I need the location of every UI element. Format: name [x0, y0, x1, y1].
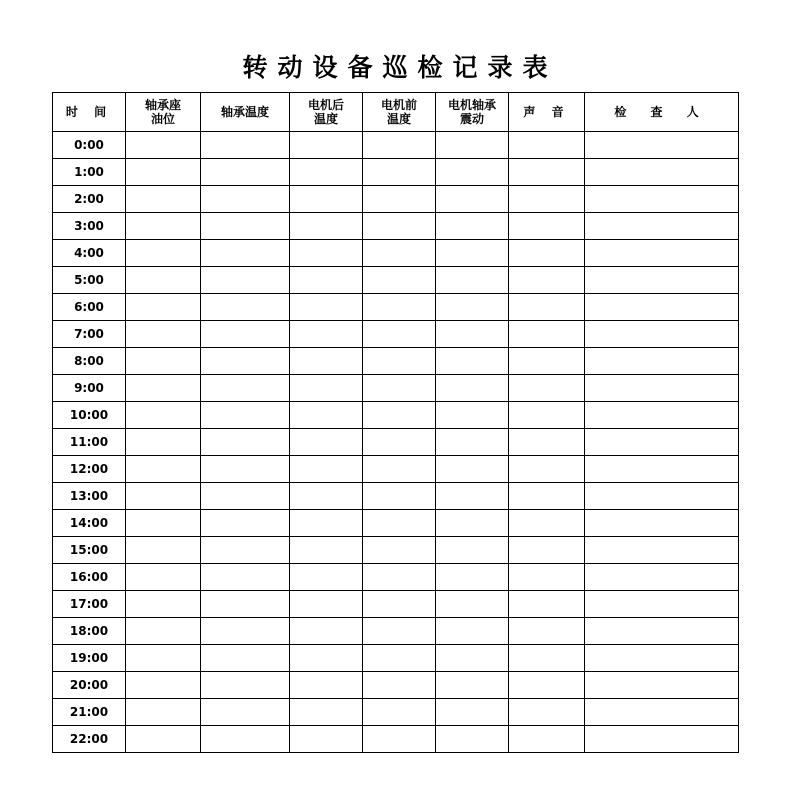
sound-cell[interactable]: [509, 186, 585, 213]
motor-rear-temperature-cell[interactable]: [290, 645, 363, 672]
bearing-oil-level-cell[interactable]: [126, 645, 201, 672]
bearing-temperature-cell[interactable]: [201, 618, 290, 645]
bearing-temperature-cell[interactable]: [201, 483, 290, 510]
motor-rear-temperature-cell[interactable]: [290, 186, 363, 213]
motor-rear-temperature-cell[interactable]: [290, 213, 363, 240]
bearing-temperature-cell[interactable]: [201, 240, 290, 267]
bearing-oil-level-cell[interactable]: [126, 429, 201, 456]
motor-front-temperature-cell[interactable]: [363, 186, 436, 213]
bearing-temperature-cell[interactable]: [201, 213, 290, 240]
bearing-oil-level-cell[interactable]: [126, 375, 201, 402]
table-row: [53, 348, 739, 375]
bearing-temperature-cell[interactable]: [201, 132, 290, 159]
time-cell: 1:00: [53, 159, 126, 186]
bearing-temperature-cell[interactable]: [201, 375, 290, 402]
bearing-oil-level-cell[interactable]: [126, 132, 201, 159]
header-sound-line1: 声 音: [523, 105, 570, 119]
table-row: [53, 510, 739, 537]
sound-cell[interactable]: [509, 240, 585, 267]
motor-bearing-vibration-cell[interactable]: [436, 267, 509, 294]
time-cell: 2:00: [53, 186, 126, 213]
time-cell: 5:00: [53, 267, 126, 294]
bearing-temperature-cell[interactable]: [201, 294, 290, 321]
bearing-oil-level-cell[interactable]: [126, 672, 201, 699]
bearing-temperature-cell[interactable]: [201, 186, 290, 213]
time-cell: 15:00: [53, 537, 126, 564]
motor-bearing-vibration-cell[interactable]: [436, 645, 509, 672]
time-cell: 13:00: [53, 483, 126, 510]
motor-rear-temperature-cell[interactable]: [290, 267, 363, 294]
motor-bearing-vibration-cell[interactable]: [436, 402, 509, 429]
time-cell: 11:00: [53, 429, 126, 456]
bearing-temperature-cell[interactable]: [201, 510, 290, 537]
bearing-oil-level-cell[interactable]: [126, 591, 201, 618]
inspector-cell[interactable]: [585, 375, 739, 402]
sound-cell[interactable]: [509, 726, 585, 753]
time-cell: 12:00: [53, 456, 126, 483]
motor-bearing-vibration-cell[interactable]: [436, 510, 509, 537]
motor-bearing-vibration-cell[interactable]: [436, 348, 509, 375]
inspector-cell[interactable]: [585, 348, 739, 375]
motor-front-temperature-cell[interactable]: [363, 456, 436, 483]
header-inspector-line1: 检 查 人: [614, 105, 709, 119]
table-row: [53, 375, 739, 402]
motor-rear-temperature-cell[interactable]: [290, 537, 363, 564]
time-cell: 10:00: [53, 402, 126, 429]
header-time-line1: 时 间: [65, 105, 113, 119]
motor-bearing-vibration-cell[interactable]: [436, 240, 509, 267]
table-row: [53, 267, 739, 294]
sound-cell[interactable]: [509, 672, 585, 699]
bearing-oil-level-cell[interactable]: [126, 483, 201, 510]
header-bearing-oil-level-line2: 油位: [150, 112, 175, 126]
motor-front-temperature-cell[interactable]: [363, 159, 436, 186]
sound-cell[interactable]: [509, 213, 585, 240]
time-cell: 16:00: [53, 564, 126, 591]
time-cell: 19:00: [53, 645, 126, 672]
inspector-cell[interactable]: [585, 726, 739, 753]
motor-front-temperature-cell[interactable]: [363, 267, 436, 294]
motor-front-temperature-cell[interactable]: [363, 537, 436, 564]
sound-cell[interactable]: [509, 267, 585, 294]
bearing-temperature-cell[interactable]: [201, 159, 290, 186]
bearing-temperature-cell[interactable]: [201, 402, 290, 429]
page-title: 转动设备巡检记录表: [242, 53, 558, 82]
bearing-oil-level-cell[interactable]: [126, 564, 201, 591]
sound-cell[interactable]: [509, 348, 585, 375]
motor-front-temperature-cell[interactable]: [363, 618, 436, 645]
table-body: [53, 132, 739, 753]
header-bearing-oil-level: [126, 93, 201, 132]
inspector-cell[interactable]: [585, 429, 739, 456]
motor-rear-temperature-cell[interactable]: [290, 240, 363, 267]
motor-front-temperature-cell[interactable]: [363, 240, 436, 267]
time-cell: 20:00: [53, 672, 126, 699]
sound-cell[interactable]: [509, 294, 585, 321]
header-sound: [509, 93, 585, 132]
bearing-oil-level-cell[interactable]: [126, 159, 201, 186]
inspector-cell[interactable]: [585, 321, 739, 348]
table-row: [53, 645, 739, 672]
motor-rear-temperature-cell[interactable]: [290, 591, 363, 618]
motor-bearing-vibration-cell[interactable]: [436, 159, 509, 186]
header-motor-rear-temperature: [290, 93, 363, 132]
time-cell: 18:00: [53, 618, 126, 645]
motor-rear-temperature-cell[interactable]: [290, 618, 363, 645]
table-row: [53, 672, 739, 699]
bearing-temperature-cell[interactable]: [201, 726, 290, 753]
bearing-oil-level-cell[interactable]: [126, 294, 201, 321]
inspector-cell[interactable]: [585, 699, 739, 726]
sound-cell[interactable]: [509, 537, 585, 564]
motor-front-temperature-cell[interactable]: [363, 726, 436, 753]
motor-rear-temperature-cell[interactable]: [290, 564, 363, 591]
bearing-temperature-cell[interactable]: [201, 267, 290, 294]
motor-bearing-vibration-cell[interactable]: [436, 186, 509, 213]
sound-cell[interactable]: [509, 402, 585, 429]
motor-bearing-vibration-cell[interactable]: [436, 726, 509, 753]
motor-front-temperature-cell[interactable]: [363, 483, 436, 510]
sound-cell[interactable]: [509, 699, 585, 726]
inspector-cell[interactable]: [585, 132, 739, 159]
header-row: [53, 93, 739, 132]
bearing-temperature-cell[interactable]: [201, 672, 290, 699]
inspection-table: [52, 92, 739, 753]
inspector-cell[interactable]: [585, 240, 739, 267]
motor-bearing-vibration-cell[interactable]: [436, 456, 509, 483]
inspector-cell[interactable]: [585, 510, 739, 537]
motor-front-temperature-cell[interactable]: [363, 510, 436, 537]
motor-rear-temperature-cell[interactable]: [290, 456, 363, 483]
time-cell: 6:00: [53, 294, 126, 321]
motor-rear-temperature-cell[interactable]: [290, 699, 363, 726]
sound-cell[interactable]: [509, 645, 585, 672]
table-row: [53, 186, 739, 213]
table-row: [53, 159, 739, 186]
bearing-oil-level-cell[interactable]: [126, 726, 201, 753]
motor-rear-temperature-cell[interactable]: [290, 132, 363, 159]
bearing-temperature-cell[interactable]: [201, 537, 290, 564]
motor-bearing-vibration-cell[interactable]: [436, 375, 509, 402]
time-cell: 3:00: [53, 213, 126, 240]
inspector-cell[interactable]: [585, 645, 739, 672]
table-row: [53, 294, 739, 321]
motor-front-temperature-cell[interactable]: [363, 348, 436, 375]
bearing-oil-level-cell[interactable]: [126, 186, 201, 213]
time-cell: 9:00: [53, 375, 126, 402]
sound-cell[interactable]: [509, 510, 585, 537]
sound-cell[interactable]: [509, 429, 585, 456]
header-motor-bearing-vibration: [436, 93, 509, 132]
bearing-oil-level-cell[interactable]: [126, 456, 201, 483]
table-row: [53, 456, 739, 483]
sound-cell[interactable]: [509, 375, 585, 402]
inspector-cell[interactable]: [585, 672, 739, 699]
header-inspector: [585, 93, 739, 132]
time-cell: 4:00: [53, 240, 126, 267]
motor-bearing-vibration-cell[interactable]: [436, 618, 509, 645]
header-motor-rear-temperature-line1: 电机后: [307, 98, 344, 112]
sound-cell[interactable]: [509, 483, 585, 510]
inspector-cell[interactable]: [585, 213, 739, 240]
bearing-oil-level-cell[interactable]: [126, 402, 201, 429]
motor-bearing-vibration-cell[interactable]: [436, 321, 509, 348]
inspector-cell[interactable]: [585, 537, 739, 564]
table-row: [53, 483, 739, 510]
time-cell: 21:00: [53, 699, 126, 726]
motor-bearing-vibration-cell[interactable]: [436, 132, 509, 159]
bearing-oil-level-cell[interactable]: [126, 348, 201, 375]
table-row: [53, 537, 739, 564]
motor-bearing-vibration-cell[interactable]: [436, 564, 509, 591]
time-cell: 0:00: [53, 132, 126, 159]
table-row: [53, 402, 739, 429]
bearing-temperature-cell[interactable]: [201, 699, 290, 726]
motor-rear-temperature-cell[interactable]: [290, 402, 363, 429]
motor-front-temperature-cell[interactable]: [363, 645, 436, 672]
inspector-cell[interactable]: [585, 294, 739, 321]
header-motor-bearing-vibration-line2: 震动: [459, 112, 484, 126]
inspector-cell[interactable]: [585, 267, 739, 294]
motor-front-temperature-cell[interactable]: [363, 294, 436, 321]
motor-front-temperature-cell[interactable]: [363, 591, 436, 618]
inspector-cell[interactable]: [585, 618, 739, 645]
table-row: [53, 321, 739, 348]
sound-cell[interactable]: [509, 456, 585, 483]
motor-front-temperature-cell[interactable]: [363, 672, 436, 699]
motor-bearing-vibration-cell[interactable]: [436, 213, 509, 240]
motor-bearing-vibration-cell[interactable]: [436, 591, 509, 618]
bearing-oil-level-cell[interactable]: [126, 321, 201, 348]
inspector-cell[interactable]: [585, 456, 739, 483]
sound-cell[interactable]: [509, 618, 585, 645]
inspector-cell[interactable]: [585, 591, 739, 618]
table-row: [53, 213, 739, 240]
time-cell: 7:00: [53, 321, 126, 348]
time-cell: 8:00: [53, 348, 126, 375]
header-motor-front-temperature-line2: 温度: [386, 112, 411, 126]
motor-rear-temperature-cell[interactable]: [290, 510, 363, 537]
header-bearing-temperature: [201, 93, 290, 132]
table-row: [53, 618, 739, 645]
bearing-oil-level-cell[interactable]: [126, 213, 201, 240]
motor-front-temperature-cell[interactable]: [363, 429, 436, 456]
header-motor-front-temperature-line1: 电机前: [380, 98, 417, 112]
header-motor-rear-temperature-line2: 温度: [313, 112, 338, 126]
bearing-temperature-cell[interactable]: [201, 591, 290, 618]
table-row: [53, 429, 739, 456]
bearing-oil-level-cell[interactable]: [126, 240, 201, 267]
time-cell: 14:00: [53, 510, 126, 537]
bearing-temperature-cell[interactable]: [201, 429, 290, 456]
motor-rear-temperature-cell[interactable]: [290, 672, 363, 699]
motor-bearing-vibration-cell[interactable]: [436, 699, 509, 726]
bearing-oil-level-cell[interactable]: [126, 618, 201, 645]
inspector-cell[interactable]: [585, 186, 739, 213]
motor-rear-temperature-cell[interactable]: [290, 429, 363, 456]
bearing-temperature-cell[interactable]: [201, 321, 290, 348]
table-row: [53, 240, 739, 267]
motor-front-temperature-cell[interactable]: [363, 699, 436, 726]
motor-rear-temperature-cell[interactable]: [290, 483, 363, 510]
bearing-oil-level-cell[interactable]: [126, 267, 201, 294]
motor-bearing-vibration-cell[interactable]: [436, 483, 509, 510]
header-bearing-oil-level-line1: 轴承座: [144, 98, 181, 112]
motor-rear-temperature-cell[interactable]: [290, 375, 363, 402]
motor-bearing-vibration-cell[interactable]: [436, 672, 509, 699]
inspector-cell[interactable]: [585, 564, 739, 591]
motor-front-temperature-cell[interactable]: [363, 402, 436, 429]
table-row: [53, 591, 739, 618]
bearing-temperature-cell[interactable]: [201, 645, 290, 672]
motor-front-temperature-cell[interactable]: [363, 132, 436, 159]
inspector-cell[interactable]: [585, 159, 739, 186]
motor-rear-temperature-cell[interactable]: [290, 726, 363, 753]
sound-cell[interactable]: [509, 159, 585, 186]
motor-front-temperature-cell[interactable]: [363, 375, 436, 402]
motor-front-temperature-cell[interactable]: [363, 321, 436, 348]
motor-bearing-vibration-cell[interactable]: [436, 294, 509, 321]
motor-rear-temperature-cell[interactable]: [290, 348, 363, 375]
bearing-temperature-cell[interactable]: [201, 456, 290, 483]
motor-front-temperature-cell[interactable]: [363, 564, 436, 591]
motor-rear-temperature-cell[interactable]: [290, 159, 363, 186]
bearing-oil-level-cell[interactable]: [126, 699, 201, 726]
inspector-cell[interactable]: [585, 402, 739, 429]
bearing-temperature-cell[interactable]: [201, 348, 290, 375]
bearing-oil-level-cell[interactable]: [126, 510, 201, 537]
time-cell: 22:00: [53, 726, 126, 753]
header-motor-front-temperature: [363, 93, 436, 132]
bearing-temperature-cell[interactable]: [201, 564, 290, 591]
sound-cell[interactable]: [509, 132, 585, 159]
table-row: [53, 699, 739, 726]
table-row: [53, 726, 739, 753]
motor-rear-temperature-cell[interactable]: [290, 294, 363, 321]
header-bearing-temperature-line1: 轴承温度: [220, 105, 269, 119]
table-row: [53, 132, 739, 159]
motor-rear-temperature-cell[interactable]: [290, 321, 363, 348]
header-motor-bearing-vibration-line1: 电机轴承: [447, 98, 496, 112]
motor-front-temperature-cell[interactable]: [363, 213, 436, 240]
inspector-cell[interactable]: [585, 483, 739, 510]
table-row: [53, 564, 739, 591]
time-cell: 17:00: [53, 591, 126, 618]
sound-cell[interactable]: [509, 321, 585, 348]
sound-cell[interactable]: [509, 591, 585, 618]
sound-cell[interactable]: [509, 564, 585, 591]
header-time: [53, 93, 126, 132]
bearing-oil-level-cell[interactable]: [126, 537, 201, 564]
motor-bearing-vibration-cell[interactable]: [436, 429, 509, 456]
motor-bearing-vibration-cell[interactable]: [436, 537, 509, 564]
